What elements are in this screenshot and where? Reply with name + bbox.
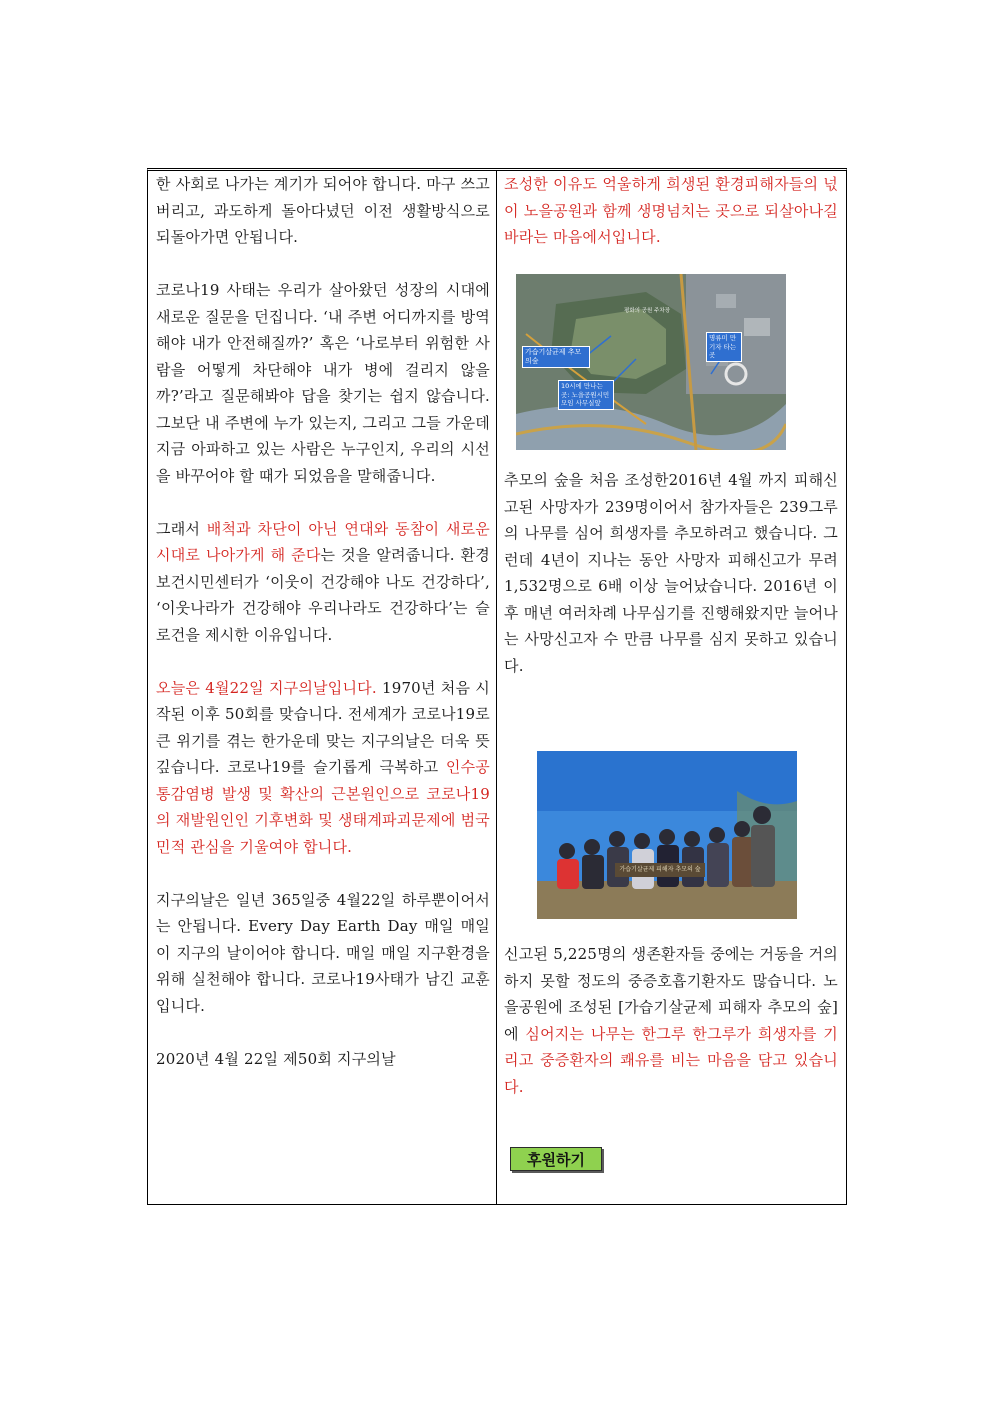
solidarity-highlight: 배척과 차단이 아닌 연대와 동참이 새로운 시대로 나아가게 해 준다 [156,519,490,564]
content-table [147,168,847,1205]
earth-day-text: 1970년 처음 시작된 이후 50회를 맞습니다. 전세계가 코로나19로 큰 위기를 겪는 한가운데 맞는 지구의날은 더욱 뜻 깊습니다. 코로나19를 슬기롭게 극복하고 [156,678,490,776]
map-label-pickup: 명류미 만기자 타는곳 [706,332,742,362]
map-label-meeting-point: 10시에 만나는곳: 노을공원시민모임 사무실앞 [558,380,614,410]
map-label-parking: 평화의 공원 주차장 [624,308,671,314]
left-column [156,171,490,1204]
column-divider [496,171,497,1204]
survivors-text: 신고된 5,225명의 생존환자들 중에는 거동을 거의 하지 못할 정도의 중증호흡기환자도 많습니다. 노을공원에 조성된 [가습기살균제 피해자 추모의 숲]에 [504,945,838,1043]
paragraph-corona-question: 코로나19 사태는 우리가 살아왔던 성장의 시대에 새로운 질문을 던집니다. ‘내 주변 어디까지를 방역해야 내가 안전해질까?’ 혹은 ‘나로부터 위험한 사람을 어떻게 차단해야 내가 병에 걸리지 않을까?’라고 질문해봐야 답을 찾기는 쉽지 않습니다. 그보단 내 주변에 누가 있는지, 그리고 그들 가운데 지금 아파하고 있는 사람은 누구인지, 우리의 시선을 바꾸어야 할 때가 되었음을 말해줍니다. [156,281,490,485]
paragraph-earth-day [156,675,490,861]
paragraph-every-day: 지구의날은 일년 365일중 4월22일 하루뿐이어서는 안됩니다. Every Day Earth Day 매일 매일이 지구의 날이어야 합니다. 매일 매일 지구환경을 위해 실천해야 합니다. 코로나19사태가 남긴 교훈입니다. [156,890,490,1015]
right-mid-block [504,467,838,679]
group-photo-graphic [537,751,797,919]
map-label-forest: 가습기살균제 추모의숲 [522,346,590,368]
paragraph-mindset: 한 사회로 나가는 계기가 되어야 합니다. 마구 쓰고 버리고, 과도하게 돌아다녔던 이전 생활방식으로 되돌아가면 안됩니다. [156,175,490,246]
forest-sign: 가습기살균제 피해자 추모의 숲 [619,866,701,873]
paragraph-victims-count: 추모의 숲을 처음 조성한2016년 4월 까지 피해신고된 사망자가 239명이어서 참가자들은 239그루의 나무를 심어 희생자를 추모하려고 했습니다. 그런데 4년이 지나는 동안 사망자 피해신고가 무려1,532명으로 6배 이상 늘어났습니다. 2016년 이후 매년 여러차례 나무심기를 진행해왔지만 늘어나는 사망신고자 수 만큼 나무를 심지 못하고 있습니다. [504,471,838,675]
group-photo [537,751,797,919]
paragraph-solidarity [156,516,490,649]
solidarity-suffix: 는 것을 알려줍니다. 환경보건시민센터가 ‘이웃이 건강해야 나도 건강하다’, ‘이웃나라가 건강해야 우리나라도 건강하다’는 슬로건을 제시한 이유입니다. [156,546,490,644]
paragraph-survivors [504,941,838,1100]
survivors-highlight: 심어지는 나무는 한그루 한그루가 희생자를 기리고 중증환자의 쾌유를 비는 마음을 담고 있습니다. [504,1024,838,1096]
donate-button[interactable]: 후원하기 [510,1147,602,1171]
right-bottom-block [504,941,838,1100]
aerial-map-photo [516,274,786,450]
solidarity-prefix: 그래서 [156,519,207,538]
date-line: 2020년 4월 22일 제50회 지구의날 [156,1049,396,1068]
earth-day-highlight: 오늘은 4월22일 지구의날입니다. [156,678,377,697]
paragraph-forest-reason: 조성한 이유도 억울하게 희생된 환경피해자들의 넋이 노을공원과 함께 생명넘치는 곳으로 되살아나길 바라는 마음에서입니다. [504,175,838,246]
earth-day-call: 인수공통감염병 발생 및 확산의 근본원인으로 코로나19의 재발원인인 기후변화 및 생태계파괴문제에 범국민적 관심을 기울여야 합니다. [156,758,490,856]
